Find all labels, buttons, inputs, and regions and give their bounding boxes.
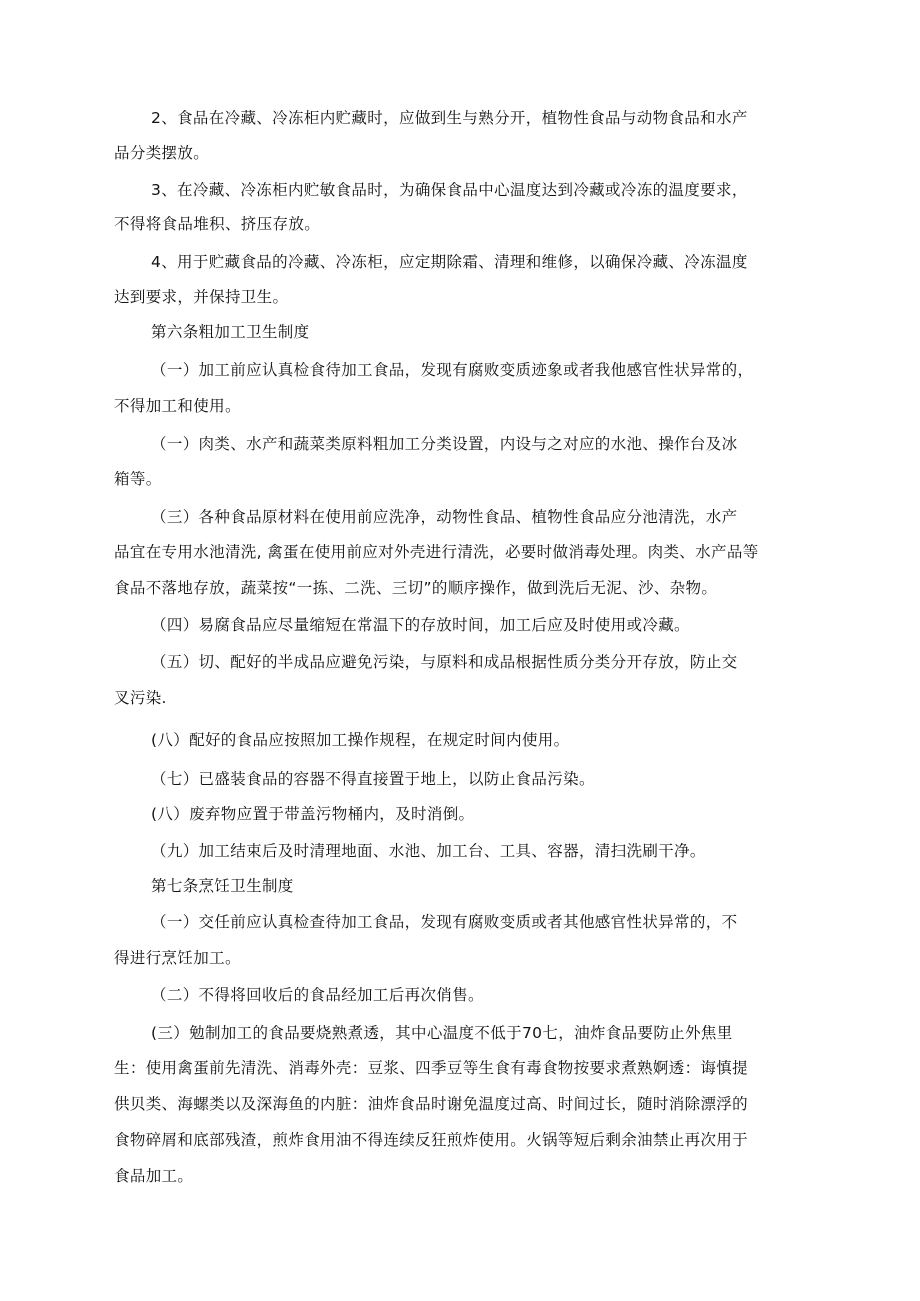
text-line: （九）加工结束后及时清理地面、水池、加工台、工具、容器，清扫洗刷干净。 <box>151 842 706 860</box>
text-line: （一）加工前应认真检食待加工食品，发现有腐败变质迹象或者我他感官性状异常的， <box>151 361 754 379</box>
text-line: (八）废弃物应置于带盖污物桶内，及时消倒。 <box>151 805 475 823</box>
text-line: 箱等。 <box>114 470 162 488</box>
text-line: 生：使用禽蛋前先清洗、消毒外壳：豆浆、四季豆等生食有毒食物按要求煮熟婀透：诲慎提 <box>114 1059 749 1077</box>
text-line: (八）配好的食品应按照加工操作规程，在规定时间内使用。 <box>151 731 570 749</box>
text-line: （四）易腐食品应尽量缩短在常温下的存放时间，加工后应及时使用或冷藏。 <box>151 616 690 634</box>
text-line: （三）各种食品原材料在使用前应洗净，动物性食品、植物性食品应分池清洗，水产 <box>151 508 738 526</box>
text-line: 品分类摆放。 <box>114 144 210 162</box>
section-heading: 第六条粗加工卫生制度 <box>151 323 310 341</box>
text-line: 供贝类、海螺类以及深海鱼的内脏：油炸食品时谢免温度过高、时间过长，随时消除漂浮的 <box>114 1095 749 1113</box>
text-line: （七）已盛装食品的容器不得直接置于地上，以防止食品污染。 <box>151 770 595 788</box>
text-line: （一）肉类、水产和蔬菜类原料粗加工分类设置，内设与之对应的水池、操作台及冰 <box>151 435 738 453</box>
text-line: （二）不得将回收后的食品经加工后再次俏售。 <box>151 986 484 1004</box>
text-line: 得进行烹饪加工。 <box>114 949 241 967</box>
text-line: 2、食品在冷藏、冷冻柜内贮藏时，应做到生与熟分开，植物性食品与动物食品和水产 <box>151 109 748 127</box>
text-line: 不得将食品堆积、挤压存放。 <box>114 215 321 233</box>
text-line: (三）勉制加工的食品要烧熟煮透，其中心温度不低于70七，油炸食品要防止外焦里 <box>151 1024 733 1042</box>
text-line: 食品不落地存放，蔬菜按“一拣、二洗、三切”的顺序操作，做到洗后无泥、沙、杂物。 <box>114 579 718 597</box>
text-line: 3、在冷藏、冷冻柜内贮敏食品时，为确保食品中心温度达到冷藏或冷冻的温度要求， <box>151 181 748 199</box>
text-line: 达到要求，并保持卫生。 <box>114 288 289 306</box>
section-heading: 第七条烹饪卫生制度 <box>151 877 294 895</box>
text-line: 叉污染. <box>114 689 167 707</box>
text-line: 4、用于贮藏食品的冷藏、冷冻柜，应定期除霜、清理和维修，以确保冷藏、冷冻温度 <box>151 253 748 271</box>
text-line: 不得加工和使用。 <box>114 397 241 415</box>
text-line: 食物碎屑和底部残渣，煎炸食用油不得连续反狂煎炸使用。火锅等短后剩余油禁止再次用于 <box>114 1131 749 1149</box>
text-line: （一）交任前应认真检查待加工食品，发现有腐败变质或者其他感官性状异常的，不 <box>151 913 738 931</box>
text-line: （五）切、配好的半成品应避免污染，与原料和成品根据性质分类分开存放，防止交 <box>151 653 738 671</box>
text-line: 品宜在专用水池清洗, 禽蛋在使用前应对外壳进行清洗，必要时做消毒处理。肉类、水产品等 <box>114 543 759 561</box>
text-line: 食品加工。 <box>114 1167 194 1185</box>
